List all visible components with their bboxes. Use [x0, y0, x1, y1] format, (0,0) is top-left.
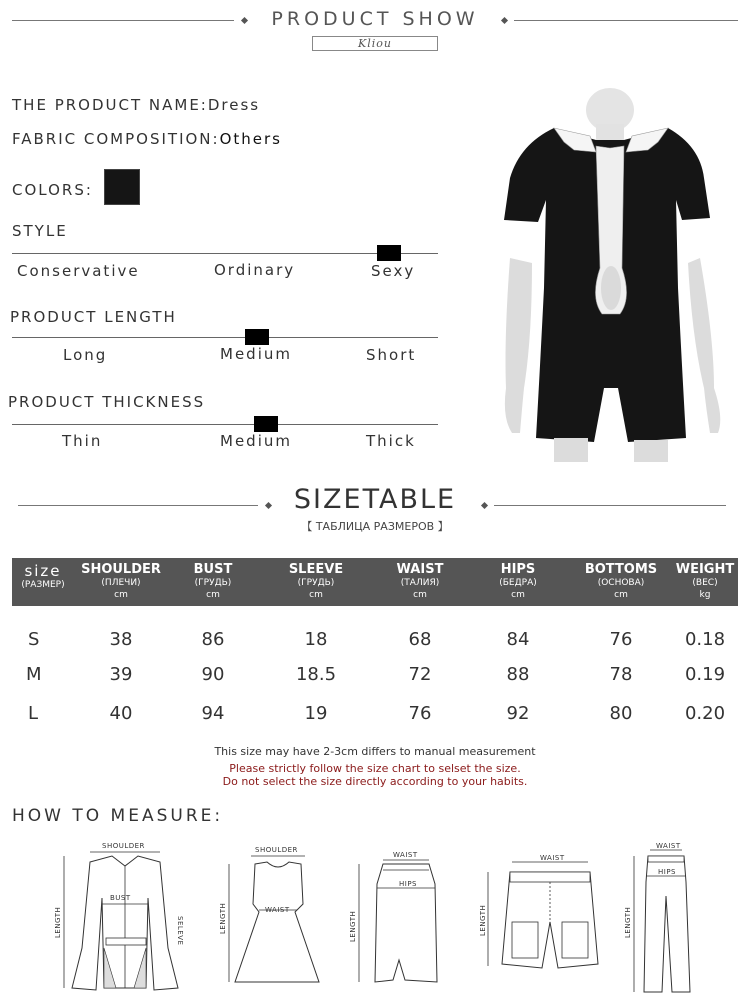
style-option-conservative: Conservative [17, 262, 140, 280]
shorts-waist-label: WAIST [540, 854, 565, 862]
table-cell: 90 [201, 664, 225, 685]
table-cell: 68 [408, 629, 432, 650]
table-row [12, 703, 738, 724]
skirt-waist-label: WAIST [393, 851, 418, 859]
table-cell: 0.20 [684, 703, 726, 724]
style-option-sexy: Sexy [371, 262, 416, 280]
jacket-shoulder-label: SHOULDER [102, 842, 145, 850]
table-cell: 0.19 [684, 664, 726, 685]
sizetable-title: SIZETABLE [293, 484, 457, 515]
table-cell: 19 [304, 703, 328, 724]
table-cell: 39 [109, 664, 133, 685]
table-cell: 94 [201, 703, 225, 724]
brand-label: Kliou [312, 36, 438, 51]
colors-label: COLORS: [12, 181, 93, 199]
table-cell: 80 [609, 703, 633, 724]
thickness-option-medium: Medium [220, 432, 292, 450]
style-selected-marker [377, 245, 401, 261]
dress-shoulder-label: SHOULDER [255, 846, 298, 854]
style-scale-line [12, 253, 438, 254]
table-cell: L [28, 703, 39, 724]
dress-waist-label: WAIST [265, 906, 290, 914]
size-table-header [12, 558, 738, 606]
length-option-long: Long [63, 346, 108, 364]
thickness-scale-line [12, 424, 438, 425]
col-sleeve: SLEEVE (ГРУДЬ) cm [288, 562, 344, 600]
col-waist: WAIST (ТАЛИЯ) cm [396, 562, 444, 600]
how-to-measure-title: HOW TO MEASURE: [12, 806, 224, 826]
pants-measure-diagram [620, 842, 700, 998]
skirt-measure-diagram [345, 848, 455, 998]
length-label: PRODUCT LENGTH [10, 308, 177, 326]
color-swatch-black[interactable] [104, 169, 140, 205]
table-cell: 84 [506, 629, 530, 650]
table-cell: 78 [609, 664, 633, 685]
table-cell: 40 [109, 703, 133, 724]
product-name-label: THE PRODUCT NAME: [12, 96, 208, 114]
style-label: STYLE [12, 222, 68, 240]
pants-waist-label: WAIST [656, 842, 681, 850]
pants-length-label: LENGTH [624, 906, 632, 938]
page-title: PRODUCT SHOW [271, 8, 479, 30]
col-bottoms: BOTTOMS (ОСНОВА) cm [584, 562, 658, 600]
table-cell: 18 [304, 629, 328, 650]
sizetable-subtitle: 【 ТАБЛИЦА РАЗМЕРОВ 】 [301, 520, 449, 533]
length-option-short: Short [366, 346, 417, 364]
table-cell: 88 [506, 664, 530, 685]
size-note-follow-chart: Please strictly follow the size chart to selset the size. [229, 762, 521, 775]
length-selected-marker [245, 329, 269, 345]
table-cell: S [28, 629, 40, 650]
product-model-image [492, 88, 742, 478]
fabric-value: Others [219, 130, 282, 148]
pants-hips-label: HIPS [658, 868, 676, 876]
col-size: size (РАЗМЕР) [21, 562, 65, 590]
thickness-label: PRODUCT THICKNESS [8, 393, 206, 411]
product-name-value: Dress [207, 96, 261, 114]
table-cell: 38 [109, 629, 133, 650]
col-hips: HIPS (БЕДРА) cm [499, 562, 537, 600]
table-row [12, 629, 738, 650]
shorts-measure-diagram [478, 852, 618, 982]
jacket-sleeve-label: SELEVE [176, 916, 184, 946]
table-cell: M [26, 664, 42, 685]
col-shoulder: SHOULDER (ПЛЕЧИ) cm [81, 562, 161, 600]
shorts-length-label: LENGTH [479, 904, 487, 936]
jacket-bust-label: BUST [110, 894, 131, 902]
length-scale-line [12, 337, 438, 338]
thickness-option-thick: Thick [366, 432, 416, 450]
table-cell: 72 [408, 664, 432, 685]
table-cell: 0.18 [684, 629, 726, 650]
table-cell: 76 [609, 629, 633, 650]
table-cell: 76 [408, 703, 432, 724]
dress-measure-diagram [215, 842, 325, 998]
skirt-hips-label: HIPS [399, 880, 417, 888]
table-cell: 18.5 [295, 664, 337, 685]
fabric-label: FABRIC COMPOSITION: [12, 130, 220, 148]
jacket-measure-diagram [50, 838, 200, 998]
thickness-option-thin: Thin [62, 432, 103, 450]
size-note-habits: Do not select the size directly according to your habits. [222, 775, 528, 788]
table-cell: 86 [201, 629, 225, 650]
size-note-measurement: This size may have 2-3cm differs to manual measurement [214, 745, 536, 758]
table-row [12, 664, 738, 685]
col-weight: WEIGHT (ВЕС) kg [675, 562, 735, 600]
product-name-row [12, 96, 260, 114]
style-option-ordinary: Ordinary [214, 261, 296, 279]
skirt-length-label: LENGTH [349, 910, 357, 942]
dress-length-label: LENGTH [219, 902, 227, 934]
jacket-length-label: LENGTH [54, 906, 62, 938]
col-bust: BUST (ГРУДЬ) cm [193, 562, 233, 600]
fabric-row [12, 130, 282, 148]
table-cell: 92 [506, 703, 530, 724]
thickness-selected-marker [254, 416, 278, 432]
length-option-medium: Medium [220, 345, 292, 363]
